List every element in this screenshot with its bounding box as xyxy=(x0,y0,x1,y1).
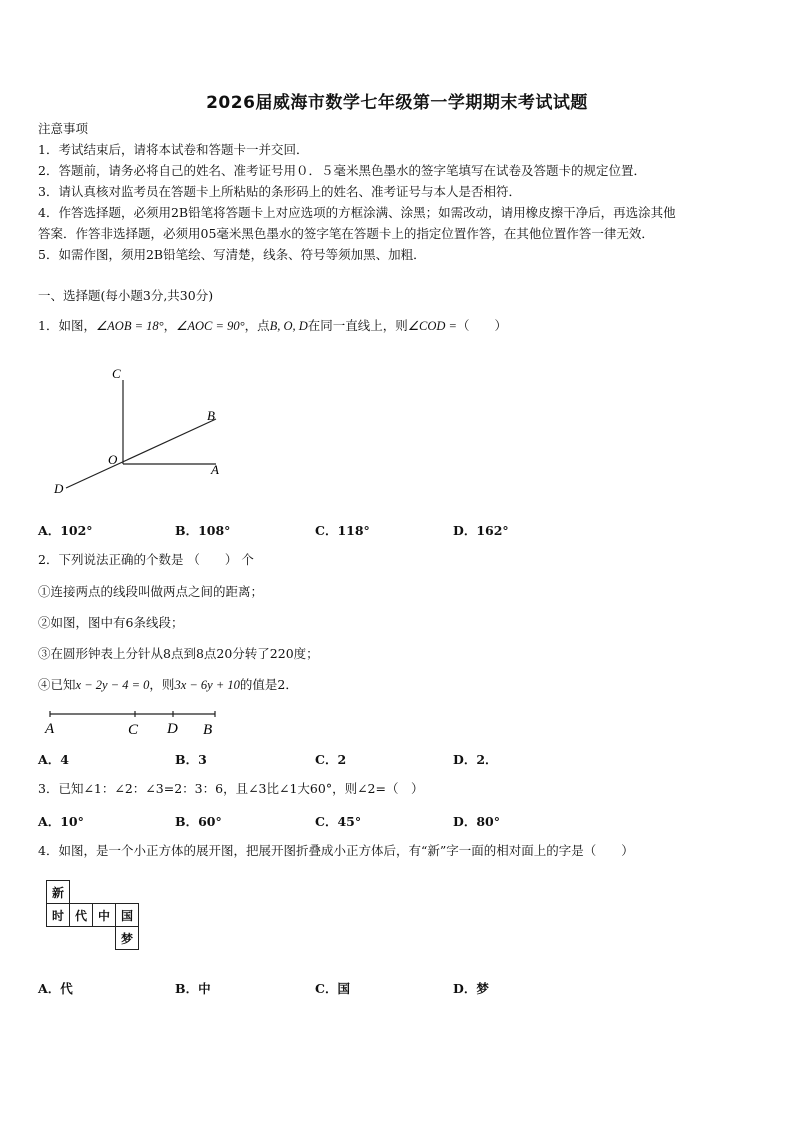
cube-net xyxy=(46,880,139,950)
question-2-stem: 2．下列说法正确的个数是 （ ） 个 xyxy=(38,552,254,567)
question-4-stem: 4．如图，是一个小正方体的展开图，把展开图折叠成小正方体后，有“新”字一面的相对面上的字是（ ） xyxy=(38,843,634,858)
q2-option-b: B．3 xyxy=(175,752,207,767)
segment-figure xyxy=(40,706,230,740)
label-a: A xyxy=(211,462,219,477)
q2-statement-4: ④已知x − 2y − 4 = 0，则3x − 6y + 10的值是2． xyxy=(38,677,298,692)
page-title: 2026届威海市数学七年级第一学期期末考试试题 xyxy=(206,93,588,113)
question-3-stem: 3．已知∠1：∠2：∠3=2：3：6，且∠3比∠1大60°，则∠2=（ ） xyxy=(38,781,424,796)
q2-option-a: A．4 xyxy=(38,752,69,767)
cube-cell-3: 中 xyxy=(93,904,116,927)
notice-item-4: 4．作答选择题，必须用2B铅笔将答题卡上对应选项的方框涂满、涂黑；如需改动，请用橡皮擦干净后，再选涂其他 xyxy=(38,205,676,220)
section-heading: 一、选择题(每小题3分,共30分) xyxy=(38,288,214,303)
cube-cell-2: 代 xyxy=(70,904,93,927)
label-d: D xyxy=(54,481,64,496)
q4-option-d: D．梦 xyxy=(453,981,489,996)
notice-item-5: 5．如需作图，须用2B铅笔绘、写清楚，线条、符号等须加黑、加粗． xyxy=(38,247,426,262)
q1-option-a: A．102° xyxy=(38,523,93,538)
label-b: B xyxy=(207,408,215,423)
cube-cell-top: 新 xyxy=(47,881,70,904)
label-o: O xyxy=(108,452,118,467)
question-1-stem: 1．如图，∠AOB = 18°，∠AOC = 90°，点B, O, D在同一直线上，则∠COD =（ ） xyxy=(38,318,507,333)
label-c: C xyxy=(112,366,121,381)
cube-cell-bottom: 梦 xyxy=(116,927,139,950)
q3-option-a: A．10° xyxy=(38,814,84,829)
notice-item-2: 2．答题前，请务必将自己的姓名、准考证号用０．５毫米黑色墨水的签字笔填写在试卷及答题卡的规定位置． xyxy=(38,163,646,178)
label-a: A xyxy=(45,721,55,737)
cube-cell-1: 时 xyxy=(47,904,70,927)
q4-option-c: C．国 xyxy=(315,981,350,996)
q2-statement-1: ①连接两点的线段叫做两点之间的距离； xyxy=(38,584,264,599)
q3-option-c: C．45° xyxy=(315,814,362,829)
q2-option-c: C．2 xyxy=(315,752,347,767)
label-b: B xyxy=(203,722,213,738)
q4-option-a: A．代 xyxy=(38,981,73,996)
angle-figure xyxy=(40,360,240,500)
label-d: D xyxy=(167,721,178,737)
q1-option-d: D．162° xyxy=(453,523,509,538)
q1-option-c: C．118° xyxy=(315,523,370,538)
q3-option-d: D．80° xyxy=(453,814,500,829)
label-c: C xyxy=(128,722,139,738)
q1-option-b: B．108° xyxy=(175,523,231,538)
q2-statement-3: ③在圆形钟表上分针从8点到8点20分转了220度； xyxy=(38,646,319,661)
notice-item-1: 1．考试结束后，请将本试卷和答题卡一并交回． xyxy=(38,142,309,157)
notice-heading: 注意事项 xyxy=(38,121,89,136)
line-bd xyxy=(66,419,216,488)
cube-cell-4: 国 xyxy=(116,904,139,927)
notice-item-4-cont: 答案．作答非选择题，必须用05毫米黑色墨水的签字笔在答题卡上的指定位置作答，在其他位置作答一律无效． xyxy=(38,226,654,241)
q2-option-d: D．2． xyxy=(453,752,498,767)
q4-option-b: B．中 xyxy=(175,981,211,996)
notice-item-3: 3．请认真核对监考员在答题卡上所粘贴的条形码上的姓名、准考证号与本人是否相符． xyxy=(38,184,521,199)
q3-option-b: B．60° xyxy=(175,814,222,829)
q2-statement-2: ②如图，图中有6条线段； xyxy=(38,615,184,630)
